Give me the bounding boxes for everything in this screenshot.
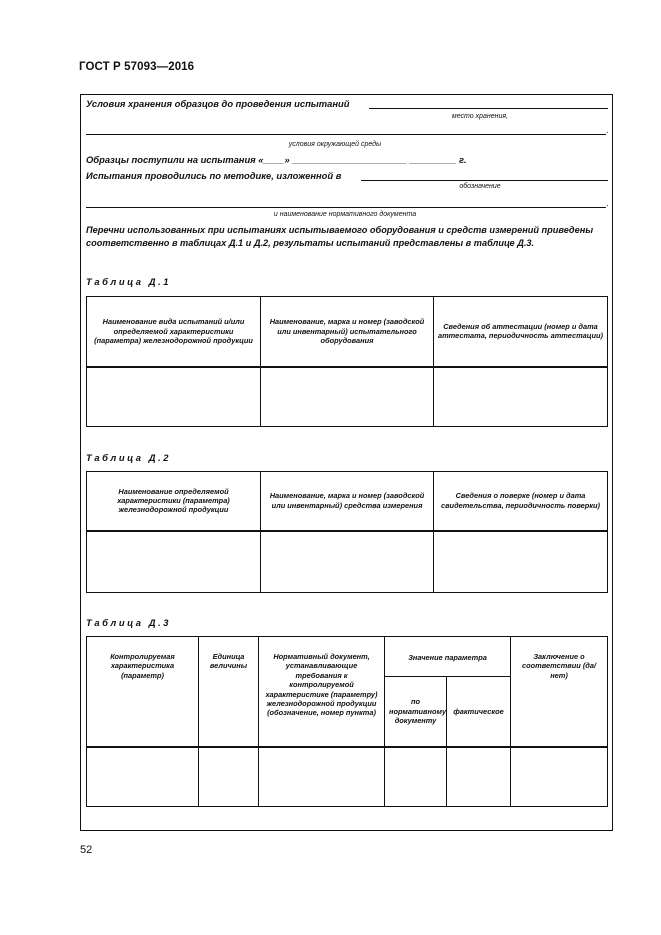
table-d3-cell[interactable] [385,747,447,807]
method-end-period: . [606,198,609,208]
table-d1-cell[interactable] [261,367,434,427]
table-d1-title: Таблица Д.1 [86,276,172,287]
storage-input-line[interactable] [369,108,608,109]
table-d3-header-conclusion: Заключение о соответствии (да/нет) [511,637,608,747]
page-number: 52 [80,844,93,856]
table-d2-cell[interactable] [434,531,608,593]
table-d2-header-verification: Сведения о поверке (номер и дата свидетельства, периодичность поверки) [434,472,608,531]
table-d3-header-characteristic: Контролируемая характеристика (параметр) [87,637,199,747]
storage-end-period: . [606,125,609,135]
table-d3-cell[interactable] [447,747,511,807]
table-d1 [86,296,608,427]
table-d2-title: Таблица Д.2 [86,452,172,463]
table-d2-header-instrument: Наименование, марка и номер (заводской или инвентарный) средства измерения [261,472,434,531]
storage-conditions-label: Условия хранения образцов до проведения испытаний [86,98,350,109]
table-d2-cell[interactable] [87,531,261,593]
table-d3-cell[interactable] [87,747,199,807]
table-d3-subheader-actual: фактическое [447,677,511,747]
environment-input-line[interactable] [86,134,606,135]
received-date-label: Образцы поступили на испытания «____» ______________________ _________ г. [86,154,467,165]
storage-caption: место хранения, [451,113,509,120]
table-d3-header-normative-document: Нормативный документ, устанавливающие требования к контролируемой характеристике (параметру) железнодорожной продукции (обозначение, номер пункта) [259,637,385,747]
table-d1-header-equipment: Наименование, марка и номер (заводской или инвентарный) испытательного оборудования [261,297,434,367]
table-d2 [86,471,608,593]
document-input-line[interactable] [86,207,606,208]
table-d2-cell[interactable] [261,531,434,593]
environment-caption: условия окружающей среды [288,141,382,148]
table-d2-header-characteristic: Наименование определяемой характеристики (параметра) железнодорожной продукции [87,472,261,531]
table-d3-cell[interactable] [199,747,259,807]
table-d3-header-unit: Единица величины [199,637,259,747]
table-d3-subheader-by-document: по нормативному документу [385,677,447,747]
method-designation-caption: обозначение [459,183,501,190]
table-d3-title: Таблица Д.3 [86,617,172,628]
table-d3-cell[interactable] [511,747,608,807]
method-input-line[interactable] [361,180,608,181]
table-d1-cell[interactable] [87,367,261,427]
tables-description-paragraph: Перечни использованных при испытаниях испытываемого оборудования и средств измерений приведены соответственно в таблицах Д.1 и Д.2, результаты испытаний представлены в таблице Д.3. [86,225,594,248]
table-d3 [86,636,608,807]
document-header: ГОСТ Р 57093—2016 [79,61,195,73]
table-d1-header-test-type: Наименование вида испытаний и/или определяемой характеристики (параметра) железнодорожной продукции [87,297,261,367]
table-d1-header-attestation: Сведения об аттестации (номер и дата аттестата, периодичность аттестации) [434,297,608,367]
table-d3-header-parameter-value: Значение параметра [385,637,511,677]
table-d1-cell[interactable] [434,367,608,427]
table-d3-cell[interactable] [259,747,385,807]
document-name-caption: и наименование нормативного документа [273,211,417,218]
method-label: Испытания проводились по методике, изложенной в [86,170,342,181]
